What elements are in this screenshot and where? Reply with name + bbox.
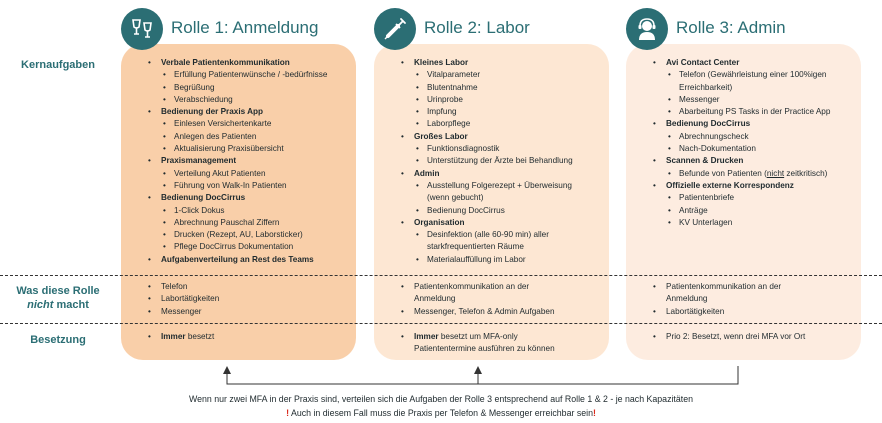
task-item: • KV Unterlagen — [666, 217, 861, 229]
besetzung-item: • Prio 2: Besetzt, wenn drei MFA vor Ort — [626, 331, 861, 343]
not-task-item: • Patientenkommunikation an der Anmeldung — [374, 281, 609, 306]
task-item: • Abarbeitung PS Tasks in der Practice App — [666, 106, 861, 118]
besetzung-item: • Immer besetzt — [121, 331, 356, 343]
task-item: • Aktualisierung Praxisübersicht — [161, 143, 356, 155]
not-task-item: • Telefon — [121, 281, 356, 293]
role-title-3: Rolle 3: Admin — [676, 18, 786, 37]
task-group-label: Kleines Labor — [414, 58, 469, 67]
task-item: • Messenger — [666, 94, 861, 106]
task-item: • Blutentnahme — [414, 82, 609, 94]
task-item: • Drucken (Rezept, AU, Laborsticker) — [161, 229, 356, 241]
task-item: • Erfüllung Patientenwünsche / -bedürfnisse — [161, 69, 356, 81]
task-item: • Vitalparameter — [414, 69, 609, 81]
task-group-label: Avi Contact Center — [666, 58, 740, 67]
task-group-label: Admin — [414, 168, 440, 178]
row-label-nicht-italic: nicht — [27, 299, 54, 311]
task-item: • Unterstützung der Ärzte bei Behandlung — [414, 155, 609, 167]
task-group-label: Bedienung der Praxis App — [161, 107, 264, 117]
role-title-2: Rolle 2: Labor — [424, 18, 530, 37]
row-label-nicht-rest: macht — [53, 299, 89, 311]
not-task-item: • Messenger, Telefon & Admin Aufgaben — [374, 306, 609, 318]
footer-note-line2-text: Auch in diesem Fall muss die Praxis per Telefon & Messenger erreichbar sein — [290, 408, 593, 418]
footer-note-line1: Wenn nur zwei MFA in der Praxis sind, verteilen sich die Aufgaben der Rolle 3 entsprechend auf Rolle 1 & 2 - je nach Kapazitäten — [189, 394, 693, 404]
task-item: • Einlesen Versichertenkarte — [161, 118, 356, 130]
task-group-label: Verbale Patientenkommunikation — [161, 58, 290, 67]
task-item: • Patientenbriefe — [666, 192, 861, 204]
task-item: • Urinprobe — [414, 94, 609, 106]
task-item: • Verteilung Akut Patienten — [161, 168, 356, 180]
footer-note-line2 — [0, 408, 882, 418]
task-item: • Anträge — [666, 205, 861, 217]
task-group-label: Scannen & Drucken — [666, 156, 744, 166]
task-item: • Verabschiedung — [161, 94, 356, 106]
exclamation-icon: ! — [592, 408, 596, 418]
row-label-besetzung: Besetzung — [30, 334, 86, 346]
task-group-label: Bedienung DocCirrus — [666, 119, 751, 129]
task-item: • Pflege DocCirrus Dokumentation — [161, 241, 356, 253]
task-item: • Befunde von Patienten (nicht zeitkritisch) — [666, 168, 861, 180]
task-item: • Desinfektion (alle 60-90 min) aller starkfrequentierten Räume — [414, 229, 609, 254]
task-group-label: Aufgabenverteilung an Rest des Teams — [161, 254, 314, 264]
task-item: • Begrüßung — [161, 82, 356, 94]
task-item: • Laborpflege — [414, 118, 609, 130]
task-item: • Impfung — [414, 106, 609, 118]
row-label-kernaufgaben: Kernaufgaben — [21, 59, 95, 71]
task-item: • Führung von Walk-In Patienten — [161, 180, 356, 192]
not-task-item: • Messenger — [121, 306, 356, 318]
task-item: • Telefon (Gewährleistung einer 100%igen Erreichbarkeit) — [666, 69, 861, 94]
task-item: • Abrechnungscheck — [666, 131, 861, 143]
besetzung-item: • Immer besetzt um MFA-only Patiententermine ausführen zu können — [374, 331, 609, 356]
task-item: • Materialauffüllung im Labor — [414, 254, 609, 266]
not-task-item: • Labortätigkeiten — [626, 306, 861, 318]
not-task-item: • Patientenkommunikation an der Anmeldung — [626, 281, 861, 306]
task-group-label: Großes Labor — [414, 131, 468, 141]
row-label-nicht-line1: Was diese Rolle — [16, 285, 100, 297]
exclamation-icon: ! — [286, 408, 289, 418]
task-item: • Funktionsdiagnostik — [414, 143, 609, 155]
task-item: • Ausstellung Folgerezept + Überweisung (wenn gebucht) — [414, 180, 609, 205]
not-task-item: • Labortätigkeiten — [121, 293, 356, 305]
task-group-label: Praxismanagement — [161, 156, 237, 166]
task-group-label: Organisation — [414, 217, 465, 227]
task-group-label: Bedienung DocCirrus — [161, 193, 246, 203]
task-item: • 1-Click Dokus — [161, 205, 356, 217]
task-item: • Abrechnung Pauschal Ziffern — [161, 217, 356, 229]
task-item: • Nach-Dokumentation — [666, 143, 861, 155]
task-item: • Bedienung DocCirrus — [414, 205, 609, 217]
role-title-1: Rolle 1: Anmeldung — [171, 18, 319, 37]
task-item: • Anlegen des Patienten — [161, 131, 356, 143]
task-group-label: Offizielle externe Korrespondenz — [666, 180, 794, 190]
